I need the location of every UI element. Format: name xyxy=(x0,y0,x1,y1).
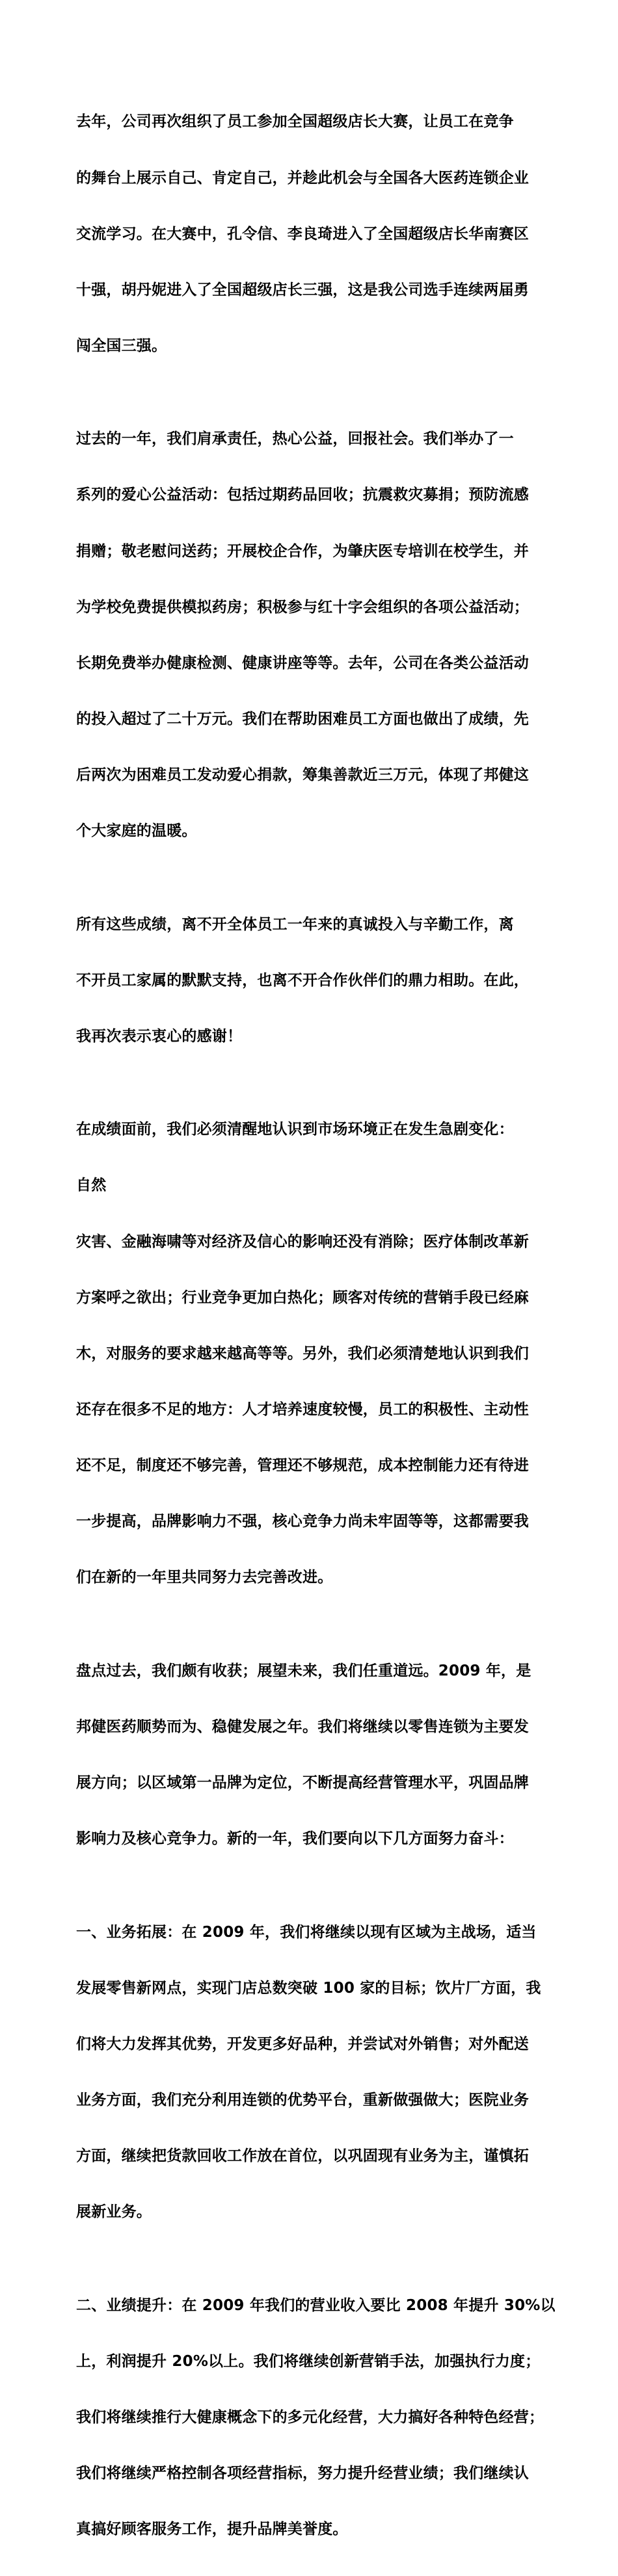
text-line: 邦健医药顺势而为、稳健发展之年。我们将继续以零售连锁为主要发 xyxy=(76,1718,529,1735)
paragraph-outlook xyxy=(76,1624,546,1886)
paragraph-challenges xyxy=(76,1083,546,1624)
text-line: 的投入超过了二十万元。我们在帮助困难员工方面也做出了成绩，先 xyxy=(76,710,529,728)
text-line: 发展零售新网点，实现门店总数突破 100 家的目标；饮片厂方面，我 xyxy=(76,1979,541,1997)
text-line: 我们将继续严格控制各项经营指标，努力提升经营业绩；我们继续认 xyxy=(76,2465,529,2482)
text-line: 影响力及核心竞争力。新的一年，我们要向以下几方面努力奋斗： xyxy=(76,1830,514,1848)
text-line: 去年，公司再次组织了员工参加全国超级店长大赛，让员工在竞争 xyxy=(76,113,514,131)
text-line: 所有这些成绩，离不开全体员工一年来的真诚投入与辛勤工作，离 xyxy=(76,915,514,933)
text-line: 们将大力发挥其优势，开发更多好品种，并尝试对外销售；对外配送 xyxy=(76,2035,529,2053)
text-line: 展新业务。 xyxy=(76,2203,152,2221)
text-line: 一、业务拓展：在 2009 年，我们将继续以现有区域为主战场，适当 xyxy=(76,1923,537,1941)
text-line: 为学校免费提供模拟药房；积极参与红十字会组织的各项公益活动； xyxy=(76,598,529,616)
text-line: 过去的一年，我们肩承责任，热心公益，回报社会。我们举办了一 xyxy=(76,430,514,448)
text-line: 真搞好顾客服务工作，提升品牌美誉度。 xyxy=(76,2521,348,2538)
text-line: 我再次表示衷心的感谢！ xyxy=(76,1027,243,1045)
text-line: 系列的爱心公益活动：包括过期药品回收；抗震救灾募捐；预防流感 xyxy=(76,486,529,504)
text-line: 业务方面，我们充分利用连锁的优势平台，重新做强做大；医院业务 xyxy=(76,2091,529,2109)
text-line: 我们将继续推行大健康概念下的多元化经营，大力搞好各种特色经营； xyxy=(76,2408,544,2426)
text-line: 展方向；以区域第一品牌为定位，不断提高经营管理水平，巩固品牌 xyxy=(76,1774,529,1791)
paragraph-charity xyxy=(76,393,546,878)
text-line: 方案呼之欲出；行业竞争更加白热化；顾客对传统的营销手段已经麻 xyxy=(76,1289,529,1306)
text-line: 捐赠；敬老慰问送药；开展校企合作，为肇庆医专培训在校学生，并 xyxy=(76,542,529,560)
text-line: 十强，胡丹妮进入了全国超级店长三强，这是我公司选手连续两届勇 xyxy=(76,281,529,298)
text-line: 灾害、金融海啸等对经济及信心的影响还没有消除；医疗体制改革新 xyxy=(76,1233,529,1250)
text-line: 个大家庭的温暖。 xyxy=(76,822,197,840)
text-line: 还存在很多不足的地方：人才培养速度较慢，员工的积极性、主动性 xyxy=(76,1400,529,1418)
document-body xyxy=(76,75,556,2576)
text-line: 自然 xyxy=(76,1177,107,1194)
text-line: 交流学习。在大赛中，孔令信、李良琦进入了全国超级店长华南赛区 xyxy=(76,225,529,243)
text-line: 长期免费举办健康检测、健康讲座等等。去年，公司在各类公益活动 xyxy=(76,654,529,672)
text-line: 后两次为困难员工发动爱心捐款，筹集善款近三万元，体现了邦健这 xyxy=(76,767,529,784)
text-line: 一步提高，品牌影响力不强，核心竞争力尚未牢固等等，这都需要我 xyxy=(76,1513,529,1531)
text-line: 的舞台上展示自己、肯定自己，并趁此机会与全国各大医药连锁企业 xyxy=(76,169,529,187)
text-line: 还不足，制度还不够完善，管理还不够规范，成本控制能力还有待进 xyxy=(76,1457,529,1475)
paragraph-thanks xyxy=(76,878,546,1083)
text-line: 闯全国三强。 xyxy=(76,337,167,354)
paragraph-contest xyxy=(76,75,546,393)
text-line: 上，利润提升 20%以上。我们将继续创新营销手法，加强执行力度； xyxy=(76,2352,541,2370)
text-line: 木，对服务的要求越来越高等等。另外，我们必须清楚地认识到我们 xyxy=(76,1345,529,1362)
text-line: 盘点过去，我们颇有收获；展望未来，我们任重道远。2009 年，是 xyxy=(76,1662,531,1679)
text-line: 在成绩面前，我们必须清醒地认识到市场环境正在发生急剧变化： xyxy=(76,1121,514,1138)
text-line: 们在新的一年里共同努力去完善改进。 xyxy=(76,1569,333,1586)
paragraph-business-expansion xyxy=(76,1886,546,2259)
text-line: 不开员工家属的默默支持，也离不开合作伙伴们的鼎力相助。在此， xyxy=(76,971,529,989)
text-line: 方面，继续把货款回收工作放在首位，以巩固现有业务为主，谨慎拓 xyxy=(76,2148,529,2165)
paragraph-performance xyxy=(76,2259,556,2576)
text-line: 二、业绩提升：在 2009 年我们的营业收入要比 2008 年提升 30%以 xyxy=(76,2296,556,2314)
